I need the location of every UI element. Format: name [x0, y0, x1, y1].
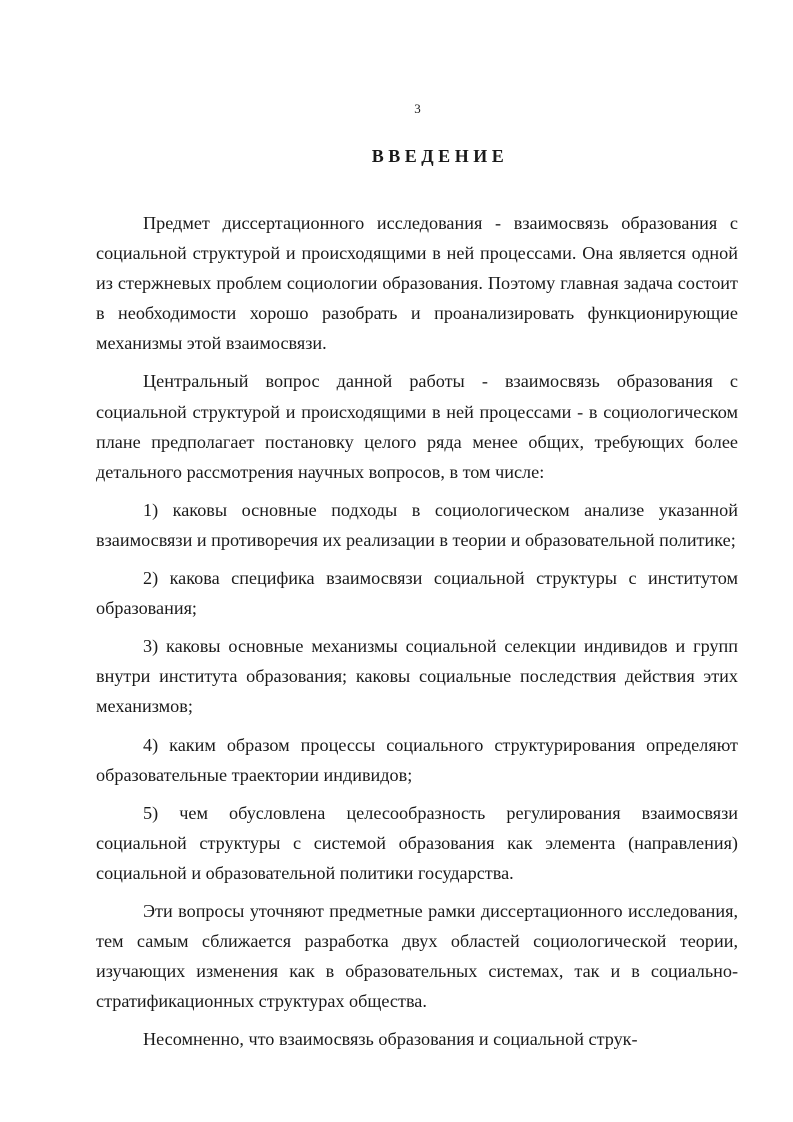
section-heading: ВВЕДЕНИЕ: [371, 146, 509, 166]
list-item-2: 2) какова специфика взаимосвязи социальной структуры с институтом образования;: [96, 568, 738, 619]
paragraph-central-question: Центральный вопрос данной работы - взаимосвязь образования с социальной структурой и происходящими в ней процессами - в социологическом плане предполагает постановку целого ряда менее общих, требующих более детального рассмотрения научных вопросов, в том числе:: [96, 371, 738, 482]
paragraph-intro: Предмет диссертационного исследования - взаимосвязь образования с социальной структурой и происходящими в ней процессами. Она является одной из стержневых проблем социологии образования. Поэтому главная задача состоит в необходимости хорошо разобрать и проанализировать функционирующие механизмы этой взаимосвязи.: [96, 213, 738, 354]
list-item-5: 5) чем обусловлена целесообразность регулирования взаимосвязи социальной структуры с системой образования как элемента (направления) социальной и образовательной политики государства.: [96, 802, 738, 883]
page-number: 3: [414, 101, 421, 116]
list-item-1: 1) каковы основные подходы в социологическом анализе указанной взаимосвязи и противоречия их реализации в теории и образовательной политике;: [96, 499, 738, 550]
list-item-4: 4) каким образом процессы социального структурирования определяют образовательные траектории индивидов;: [96, 734, 738, 785]
list-item-3: 3) каковы основные механизмы социальной селекции индивидов и групп внутри института образования; каковы социальные последствия действия этих механизмов;: [96, 636, 738, 717]
paragraph-scope: Эти вопросы уточняют предметные рамки диссертационного исследования, тем самым сближается разработка двух областей социологической теории, изучающих изменения как в образовательных системах, так и в социально-стратификационных структурах общества.: [96, 900, 738, 1012]
paragraph-continuation: Несомненно, что взаимосвязь образования и социальной струк-: [143, 1029, 638, 1050]
body-text: [96, 208, 738, 1054]
